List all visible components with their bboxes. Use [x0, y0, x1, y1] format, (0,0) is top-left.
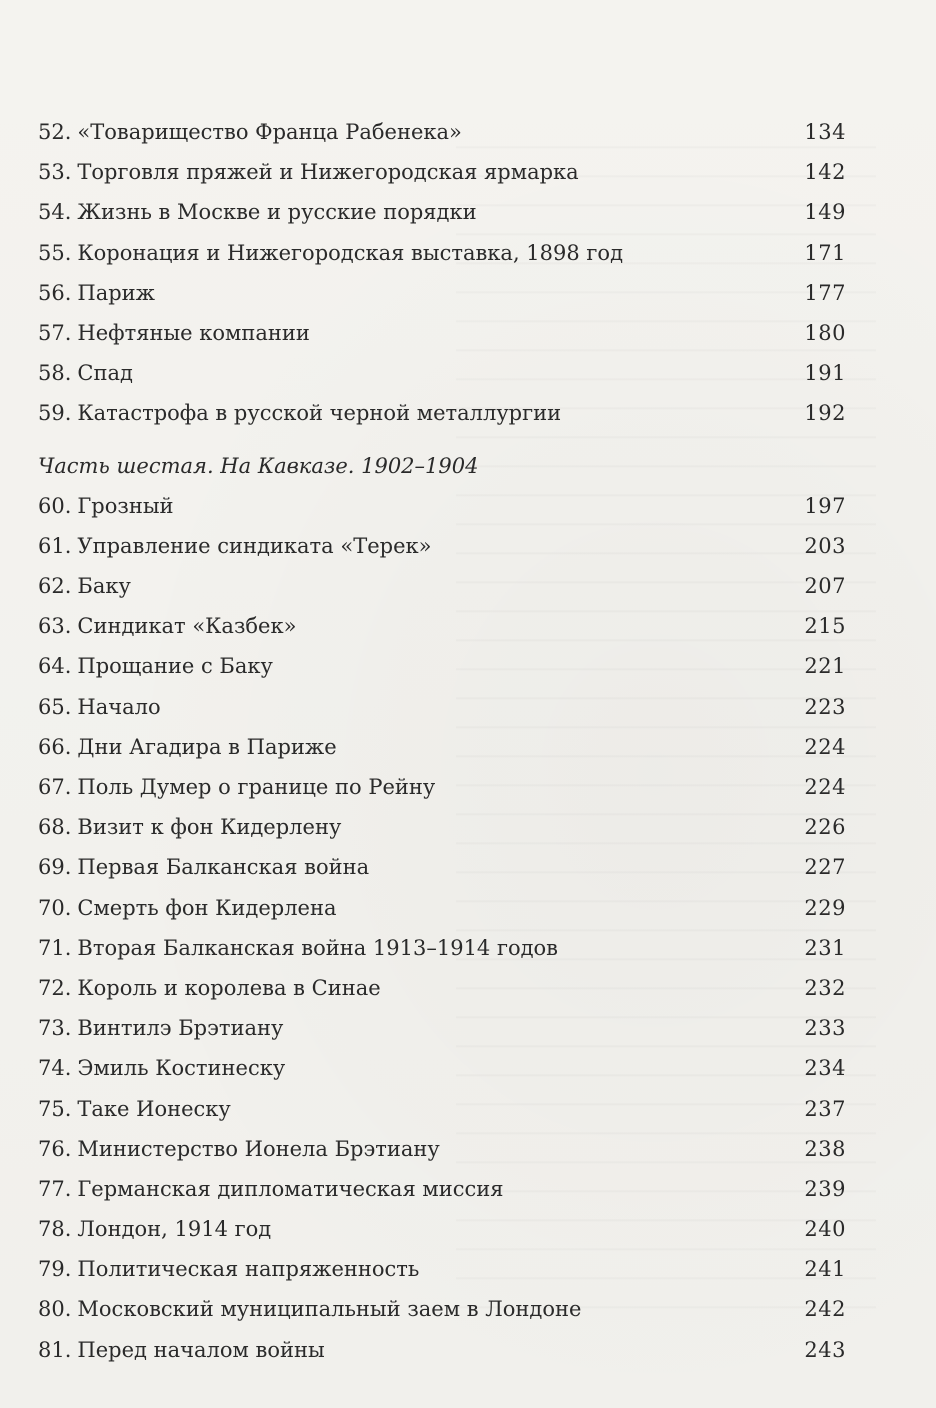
entry-title: «Товарищество Франца Рабенека»	[77, 120, 462, 144]
entry-number: 67.	[38, 775, 72, 799]
part-header: Часть шестая. На Кавказе. 1902–1904	[38, 453, 479, 478]
entry-page-number: 180	[804, 320, 846, 345]
entry-number: 79.	[38, 1257, 72, 1282]
toc-entry	[38, 1089, 846, 1129]
toc-entry	[38, 526, 846, 566]
entry-title: Грозный	[77, 493, 174, 518]
entry-page-number: 191	[804, 361, 846, 386]
entry-page-number: 215	[804, 614, 846, 639]
toc-entry	[38, 273, 846, 313]
entry-title: Король и королева в Синае	[77, 975, 381, 1000]
entry-title: Прощание с Баку	[77, 654, 273, 679]
entry-title: Коронация и Нижегородская выставка, 1898 год	[77, 240, 623, 265]
entry-page-number: 223	[804, 694, 846, 719]
entry-page-number: 227	[804, 855, 846, 880]
toc-entry	[38, 112, 846, 152]
entry-title: Торговля пряжей и Нижегородская ярмарка	[77, 160, 579, 185]
entry-number: 65.	[38, 694, 72, 719]
entry-page-number: 242	[804, 1297, 846, 1322]
entry-page-number: 234	[804, 1056, 846, 1081]
entry-title: Германская дипломатическая миссия	[77, 1176, 504, 1201]
toc-entry	[38, 1249, 846, 1289]
toc-entry	[38, 1169, 846, 1209]
toc-entry	[38, 393, 846, 433]
entry-title: Таке Ионеску	[77, 1096, 231, 1121]
entry-number: 56.	[38, 280, 72, 305]
entry-page-number: 237	[804, 1096, 846, 1121]
entry-number: 80.	[38, 1297, 72, 1322]
entry-number: 77.	[38, 1176, 72, 1201]
entry-page-number: 171	[804, 240, 846, 265]
entry-title: Смерть фон Кидерлена	[77, 895, 337, 920]
entry-page-number: 134	[804, 120, 846, 144]
entry-number: 76.	[38, 1136, 72, 1161]
toc-entry	[38, 968, 846, 1008]
toc-entry	[38, 928, 846, 968]
entry-title: Политическая напряженность	[77, 1257, 420, 1282]
entry-page-number: 241	[804, 1257, 846, 1282]
entry-number: 54.	[38, 200, 72, 225]
entry-number: 73.	[38, 1016, 72, 1041]
entry-page-number: 243	[804, 1337, 846, 1362]
entry-number: 66.	[38, 734, 72, 759]
toc-entry	[38, 807, 846, 847]
entry-title: Нефтяные компании	[77, 320, 310, 345]
entry-page-number: 197	[804, 493, 846, 518]
entry-title: Первая Балканская война	[77, 855, 370, 880]
entry-number: 52.	[38, 120, 72, 144]
entry-title: Визит к фон Кидерлену	[77, 815, 342, 840]
toc-entry	[38, 486, 846, 526]
entry-page-number: 149	[804, 200, 846, 225]
toc-entry	[38, 646, 846, 686]
entry-page-number: 207	[804, 574, 846, 599]
entry-page-number: 238	[804, 1136, 846, 1161]
entry-page-number: 142	[804, 160, 846, 185]
entry-number: 60.	[38, 493, 72, 518]
toc-entry	[38, 1048, 846, 1088]
entry-number: 61.	[38, 533, 72, 558]
entry-page-number: 226	[804, 815, 846, 840]
entry-number: 63.	[38, 614, 72, 639]
entry-page-number: 224	[804, 775, 846, 799]
entry-title: Спад	[77, 361, 133, 386]
entry-title: Вторая Балканская война 1913–1914 годов	[77, 935, 559, 960]
entry-title: Перед началом войны	[77, 1337, 325, 1362]
entry-page-number: 233	[804, 1016, 846, 1041]
entry-number: 70.	[38, 895, 72, 920]
entry-title: Поль Думер о границе по Рейну	[77, 775, 436, 799]
table-of-contents	[38, 112, 846, 1370]
entry-number: 75.	[38, 1096, 72, 1121]
entry-title: Лондон, 1914 год	[77, 1217, 272, 1242]
entry-page-number: 192	[804, 401, 846, 426]
toc-entry	[38, 233, 846, 273]
entry-page-number: 177	[804, 280, 846, 305]
entry-number: 64.	[38, 654, 72, 679]
entry-number: 69.	[38, 855, 72, 880]
entry-number: 59.	[38, 401, 72, 426]
entry-number: 53.	[38, 160, 72, 185]
entry-title: Московский муниципальный заем в Лондоне	[77, 1297, 582, 1322]
entry-page-number: 224	[804, 734, 846, 759]
entry-number: 78.	[38, 1217, 72, 1242]
toc-entry	[38, 313, 846, 353]
entry-number: 68.	[38, 815, 72, 840]
entry-number: 72.	[38, 975, 72, 1000]
entry-page-number: 231	[804, 935, 846, 960]
entry-title: Дни Агадира в Париже	[77, 734, 337, 759]
toc-entry	[38, 888, 846, 928]
toc-entry	[38, 1289, 846, 1329]
toc-entry	[38, 152, 846, 192]
entry-title: Начало	[77, 694, 161, 719]
entry-page-number: 240	[804, 1217, 846, 1242]
toc-entry	[38, 192, 846, 232]
entry-title: Эмиль Костинеску	[77, 1056, 286, 1081]
entry-page-number: 232	[804, 975, 846, 1000]
entry-number: 57.	[38, 320, 72, 345]
entry-title: Катастрофа в русской черной металлургии	[77, 401, 562, 426]
entry-title: Синдикат «Казбек»	[77, 614, 297, 639]
entry-number: 71.	[38, 935, 72, 960]
entry-page-number: 239	[804, 1176, 846, 1201]
toc-entry	[38, 1209, 846, 1249]
toc-entry	[38, 727, 846, 767]
toc-entry	[38, 1330, 846, 1370]
entry-number: 62.	[38, 574, 72, 599]
entry-title: Париж	[77, 280, 155, 305]
entry-number: 81.	[38, 1337, 72, 1362]
entry-title: Жизнь в Москве и русские порядки	[77, 200, 477, 225]
toc-entry	[38, 353, 846, 393]
entry-title: Управление синдиката «Терек»	[77, 533, 432, 558]
entry-page-number: 221	[804, 654, 846, 679]
toc-entry	[38, 847, 846, 887]
entry-page-number: 229	[804, 895, 846, 920]
toc-entry	[38, 767, 846, 807]
toc-entry	[38, 606, 846, 646]
entry-number: 74.	[38, 1056, 72, 1081]
entry-number: 58.	[38, 361, 72, 386]
toc-entry	[38, 1129, 846, 1169]
entry-title: Министерство Ионела Брэтиану	[77, 1136, 440, 1161]
entry-number: 55.	[38, 240, 72, 265]
toc-entry	[38, 687, 846, 727]
toc-entry	[38, 1008, 846, 1048]
toc-entry	[38, 566, 846, 606]
entry-title: Винтилэ Брэтиану	[77, 1016, 284, 1041]
entry-title: Баку	[77, 574, 131, 599]
entry-page-number: 203	[804, 533, 846, 558]
